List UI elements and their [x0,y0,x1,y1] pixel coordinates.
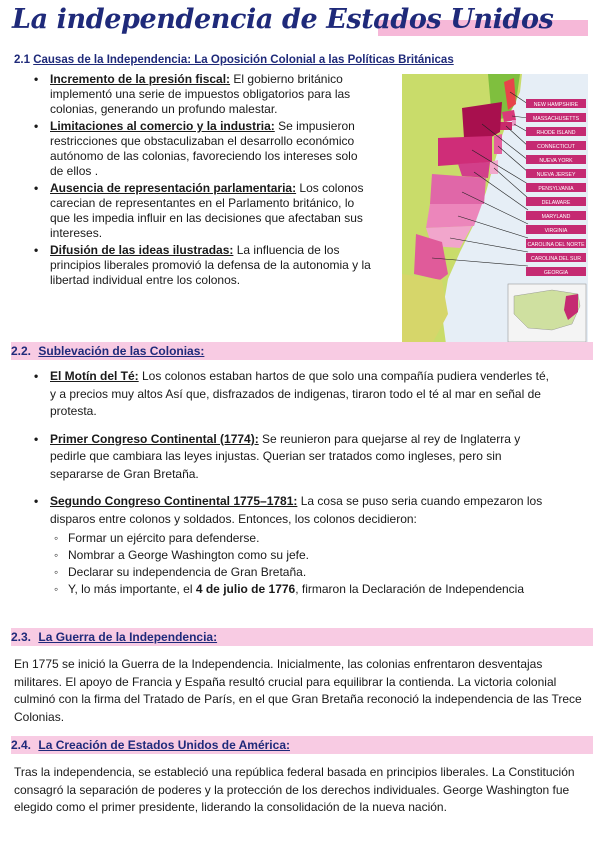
section-number: 2.3. [11,630,32,644]
map-pensylvania [438,136,492,166]
item-text: La cosa se puso seria cuando empezaron los disparos entre colonos y soldados. Entonces, los colonos decidieron: [50,494,543,526]
section-title: Causas de la Independencia: La Oposición Colonial a las Políticas Británicas [33,54,454,66]
sub-list-item [50,530,557,547]
map-nueva-jersey [494,134,502,154]
item-text: Los colonos carecian de representantes en el Parlamento británico, lo que les impedia influir en las decisiones que afectaban sus intereses. [50,181,364,240]
map-label: MASSACHUSETTS [532,116,580,122]
decisions-sublist [50,530,557,598]
map-label: MARYLAND [541,214,571,220]
uprising-list [32,368,557,608]
item-text: Se reunieron para quejarse al rey de Inglaterra y pedirle que cambiara las leyes injustas. Querian ser tratados como ingleses, pero sin separarse de Gran Bretaña. [50,431,521,481]
list-item [32,72,372,117]
item-text: El gobierno británico implementó una serie de impuestos obligatorios para las colonias, generando un profundo malestar. [50,72,351,116]
map-delaware [490,160,498,174]
map-label: GEORGIA [543,270,569,276]
map-maryland [458,162,490,178]
item-term: Incremento de la presión fiscal: [50,72,231,86]
list-item [32,181,372,241]
map-label: NUEVA JERSEY [536,172,576,178]
sub-item-text: Declarar su independencia de Gran Bretaña. [68,565,307,579]
map-label: CONNECTICUT [537,144,575,150]
sub-item-text: Formar un ejército para defenderse. [68,531,260,545]
war-paragraph: En 1775 se inició la Guerra de la Independencia. Inicialmente, las colonias enfrentaron desventajas militares. El apoyo de Francia y España resultó crucial para equilibrar la contienda. La victoria colonial culminó con la firma del Tratado de París, en el que Gran Bretaña reconoció la independencia de las Trece Colonias. [14,657,582,724]
item-text: Los colonos estaban hartos de que solo una compañía pudiera venderles té, y a precios muy altos Así que, disfrazados de indigenas, tiraron todo el té al mar en señal de protesta. [50,369,549,418]
section-heading-2-2 [11,342,593,360]
map-label: RHODE ISLAND [536,130,576,136]
creation-paragraph: Tras la independencia, se estableció una república federal basada en principios liberales. La Constitución consagró la separación de poderes y la protección de los derechos individuales. George Washington fue elegido como el primer presidente, liderando la consolidación de la nueva nación. [14,765,575,814]
list-item [32,431,557,484]
sub-item-text: Y, lo más importante, el [68,582,196,596]
page-title: La independencia de Estados Unidos [12,4,554,35]
section-heading-2-3 [11,628,593,646]
list-item [32,368,557,421]
map-label: CAROLINA DEL SUR [531,256,581,262]
section-title: Sublevación de las Colonias: [38,344,205,358]
map-label: NEW HAMPSHIRE [533,102,579,108]
item-text: Se impusieron restricciones que obstaculizaban el desarrollo económico autónomo de las colonias, favoreciendo los intereses solo de ellos . [50,119,358,178]
item-term: Difusión de las ideas ilustradas: [50,243,234,257]
sub-item-text-end: , firmaron la Declaración de Independencia [295,582,525,596]
causes-list [32,72,372,290]
sub-list-item [50,564,557,581]
item-term: Ausencia de representación parlamentaria: [50,181,297,195]
map-label: DELAWARE [541,200,571,206]
section-heading-2-4 [11,736,593,754]
map-label: PENSYLVANIA [538,186,574,192]
section-number: 2.4. [11,738,32,752]
map-label: NUEVA YORK [539,158,573,164]
map-carolina-del-norte [426,204,482,228]
item-term: El Motín del Té: [50,369,139,383]
map-label: VIRGINIA [544,228,568,234]
thirteen-colonies-map [402,74,588,344]
section-number: 2.1 [14,54,30,66]
item-term: Limitaciones al comercio y la industria: [50,119,275,133]
item-term: Primer Congreso Continental (1774): [50,431,259,446]
section-heading-2-1 [14,54,454,66]
item-term: Segundo Congreso Continental 1775–1781: [50,494,298,508]
sub-item-date: 4 de julio de 1776 [195,582,296,596]
list-item [32,243,372,288]
list-item [32,119,372,179]
sub-item-text: Nombrar a George Washington como su jefe. [68,548,310,562]
section-title: La Guerra de la Independencia: [38,630,218,644]
sub-list-item [50,581,557,598]
section-title: La Creación de Estados Unidos de América: [38,738,290,752]
item-text: La influencia de los principios liberales promovió la defensa de la autonomia y la libertad individual entre los colonos. [50,243,371,287]
sub-list-item [50,547,557,564]
section-number: 2.2. [11,344,32,358]
list-item [32,493,557,598]
map-label: CAROLINA DEL NORTE [527,242,585,248]
